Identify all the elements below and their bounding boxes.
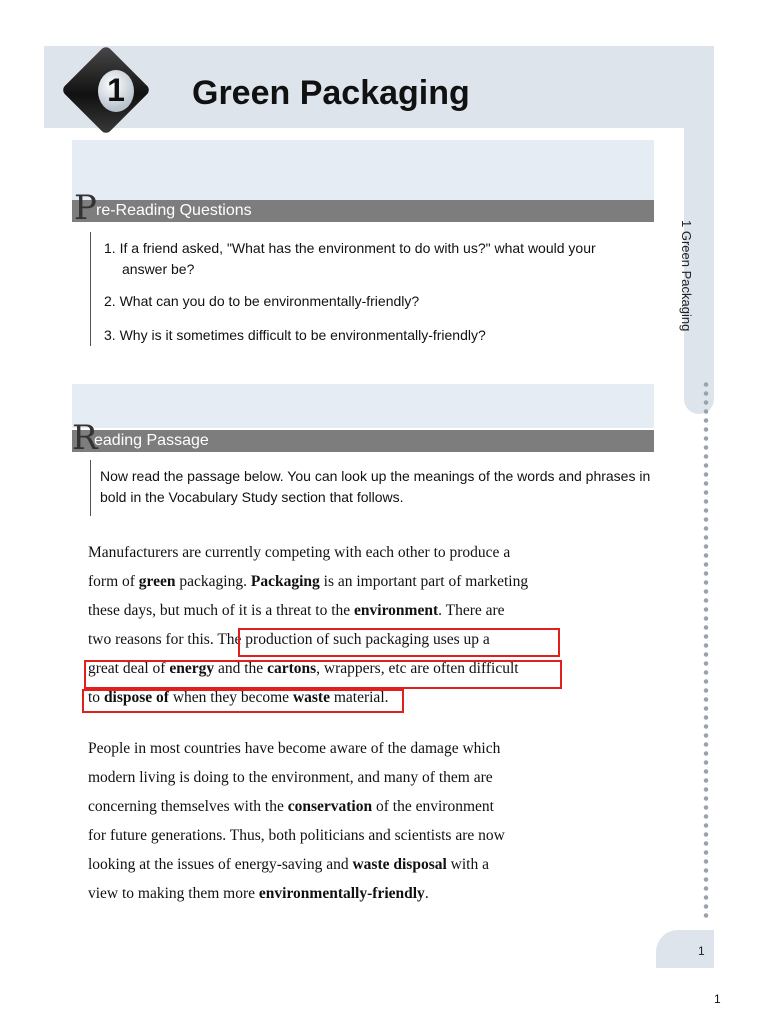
text-line: two reasons for this. The production of such packaging uses up a xyxy=(88,631,490,648)
question-text: answer be? xyxy=(122,261,195,277)
page-number: 1 xyxy=(698,944,705,958)
text-line: form of green packaging. Packaging is an important part of marketing xyxy=(88,573,529,590)
margin-rule xyxy=(90,232,91,346)
document-page xyxy=(44,46,714,968)
chapter-number: 1 xyxy=(107,72,125,108)
reading-instructions: Now read the passage below. You can look up the meanings of the words and phrases in bold in the Vocabulary Study section that follows. xyxy=(100,468,651,505)
running-header: 1 Green Packaging xyxy=(679,220,694,332)
highlight-box xyxy=(84,660,562,689)
section-initial: R xyxy=(72,418,98,458)
highlight-box xyxy=(82,689,404,713)
page-number: 1 xyxy=(714,992,721,1006)
text-line: view to making them more environmentally-friendly. xyxy=(88,885,429,902)
section-heading: eading Passage xyxy=(94,432,209,449)
text-line: for future generations. Thus, both politicians and scientists are now xyxy=(88,827,505,844)
bleed-through xyxy=(72,140,654,200)
margin-rule xyxy=(90,460,91,516)
dotted-margin-rule xyxy=(702,380,710,920)
question-text: 2. What can you do to be environmentally-friendly? xyxy=(104,293,420,309)
page-title: Green Packaging xyxy=(192,74,470,112)
text-line: Manufacturers are currently competing with each other to produce a xyxy=(88,544,511,561)
question-text: 3. Why is it sometimes difficult to be environmentally-friendly? xyxy=(104,327,486,343)
question-text: 1. If a friend asked, "What has the environment to do with us?" what would your xyxy=(104,240,596,256)
section-heading: re-Reading Questions xyxy=(96,202,252,219)
text-line: these days, but much of it is a threat to the environment. There are xyxy=(88,602,505,619)
passage-paragraph xyxy=(88,734,608,908)
text-line: great deal of energy and the cartons, wrappers, etc are often difficult xyxy=(88,660,519,677)
text-line: People in most countries have become aware of the damage which xyxy=(88,740,501,757)
text-line: modern living is doing to the environment, and many of them are xyxy=(88,769,493,786)
page-number-tab xyxy=(656,930,714,968)
text-line: to dispose of when they become waste material. xyxy=(88,689,389,706)
highlight-box xyxy=(238,628,560,657)
text-line: concerning themselves with the conservation of the environment xyxy=(88,798,494,815)
bleed-through xyxy=(72,384,654,428)
text-line: looking at the issues of energy-saving and waste disposal with a xyxy=(88,856,489,873)
section-initial: P xyxy=(74,188,97,228)
